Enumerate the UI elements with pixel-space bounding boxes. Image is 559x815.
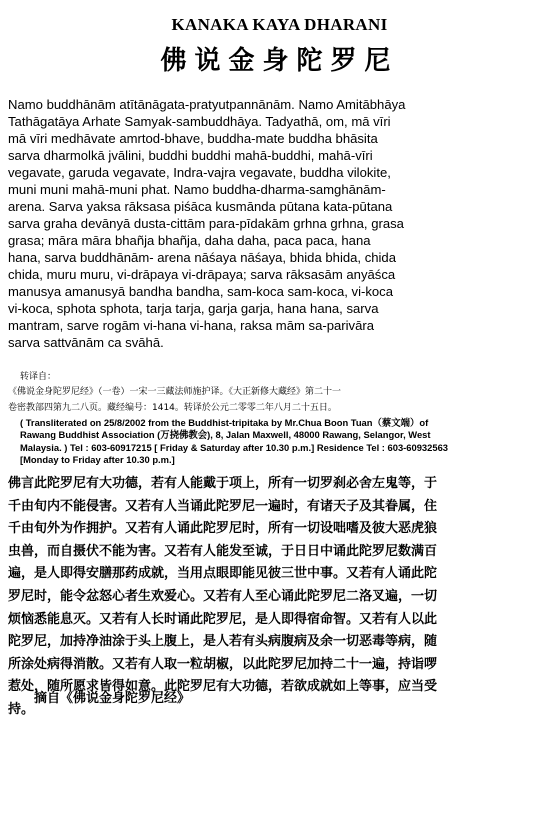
source-citation: 《佛说金身陀罗尼经》（一卷）一宋一三藏法师施护译。《大正新修大藏经》第二十一 卷密教部四第九二八页。藏经编号：1414。转译於公元二零零二年八月二十五日。 bbox=[8, 387, 342, 413]
excerpt-source: 摘自《佛说金身陀罗尼经》 bbox=[34, 691, 191, 706]
document-title-english: KANAKA KAYA DHARANI bbox=[171, 15, 388, 34]
benefits-paragraph: 佛言此陀罗尼有大功德，若有人能戴于项上，所有一切罗刹必舍左鬼等，于 千由旬内不能侵害。又若有人当诵此陀罗尼一遍时，有诸天子及其眷属，住 千由旬外为作拥护。又若有人诵此陀罗尼时，所有一切设咄嗜及彼大恶虎狼 虫兽，而自摄伏不能为害。又若有人能发至诚，于日日中诵此陀罗尼数满百 遍，是人即得安膳那药成就，当用点眼即能见彼三世中事。又若有人诵此陀 罗尼时，能令忿怒心者生欢爱心。又若有人至心诵此陀罗尼二洛叉遍，一切 烦恼悉能息灭。又若有人长时诵此陀罗尼，是人即得宿命智。又若有人以此 陀罗尼，加持净油涂于头上腹上，是人若有头病腹病及余一切恶毒等病，随 所涂处病得消散。又若有人取一粒胡椒，以此陀罗尼加持二十一遍，持诣啰 惹处，随所愿求皆得如意。此陀罗尼有大功德，若欲成就如上等事，应当受 持。 bbox=[8, 476, 438, 717]
transliteration-note: ( Transliterated on 25/8/2002 from the Buddhist-tripitaka by Mr.Chua Boon Tuan（蔡文端）of Rawang Buddhist Association (万挠佛教会), 8, Jalan Maxwell, 48000 Rawang, Selangor, West Malaysia. ) Tel : 603-60917215 [ Friday & Saturday after 10.30 p.m.] Residence Tel : 603-60932563 [Monday to Friday after 10.30 p.m.] bbox=[20, 417, 448, 465]
document-title-chinese: 佛说金身陀罗尼 bbox=[160, 46, 399, 76]
dharani-mantra-text: Namo buddhānām atītānāgata-pratyutpannānām. Namo Amitābhāya Tathāgatāya Arhate Samyak-sambuddhāya. Tadyathā, om, mā vīri mā vīri medhāvate amrtod-bhave, buddha-mate buddha bhāsita sarva dharmolkā jvālini, buddhi buddhi mahā-buddhi, mahā-vīri vegavate, garuda vegavate, Indra-vajra vegavate, buddha vilokite, muni muni mahā-muni phat. Namo buddha-dharma-samghānām- arena. Sarva yaksa rāksasa piśāca kusmānda pūtana kata-pūtana sarva graha devānyā dusta-cittām para-pīdakām grhna grhna, grasa grasa; māra māra bhañja bhañja, daha daha, paca paca, hana hana, sarva buddhānām- arena nāśaya nāśaya, bhida bhida, chida chida, muru muru, vi-drāpaya vi-drāpaya; sarva rāksasām anyāśca manusya amanusyā bandha bandha, sam-koca sam-koca, vi-koca vi-koca, sphota sphota, tarja tarja, garja garja, hana hana, sarva mantram, sarve rogām vi-hana vi-hana, raksa mām sa-parivāra sarva sattvānām ca svāhā. bbox=[8, 97, 406, 350]
source-label: 转译自： bbox=[20, 372, 57, 382]
